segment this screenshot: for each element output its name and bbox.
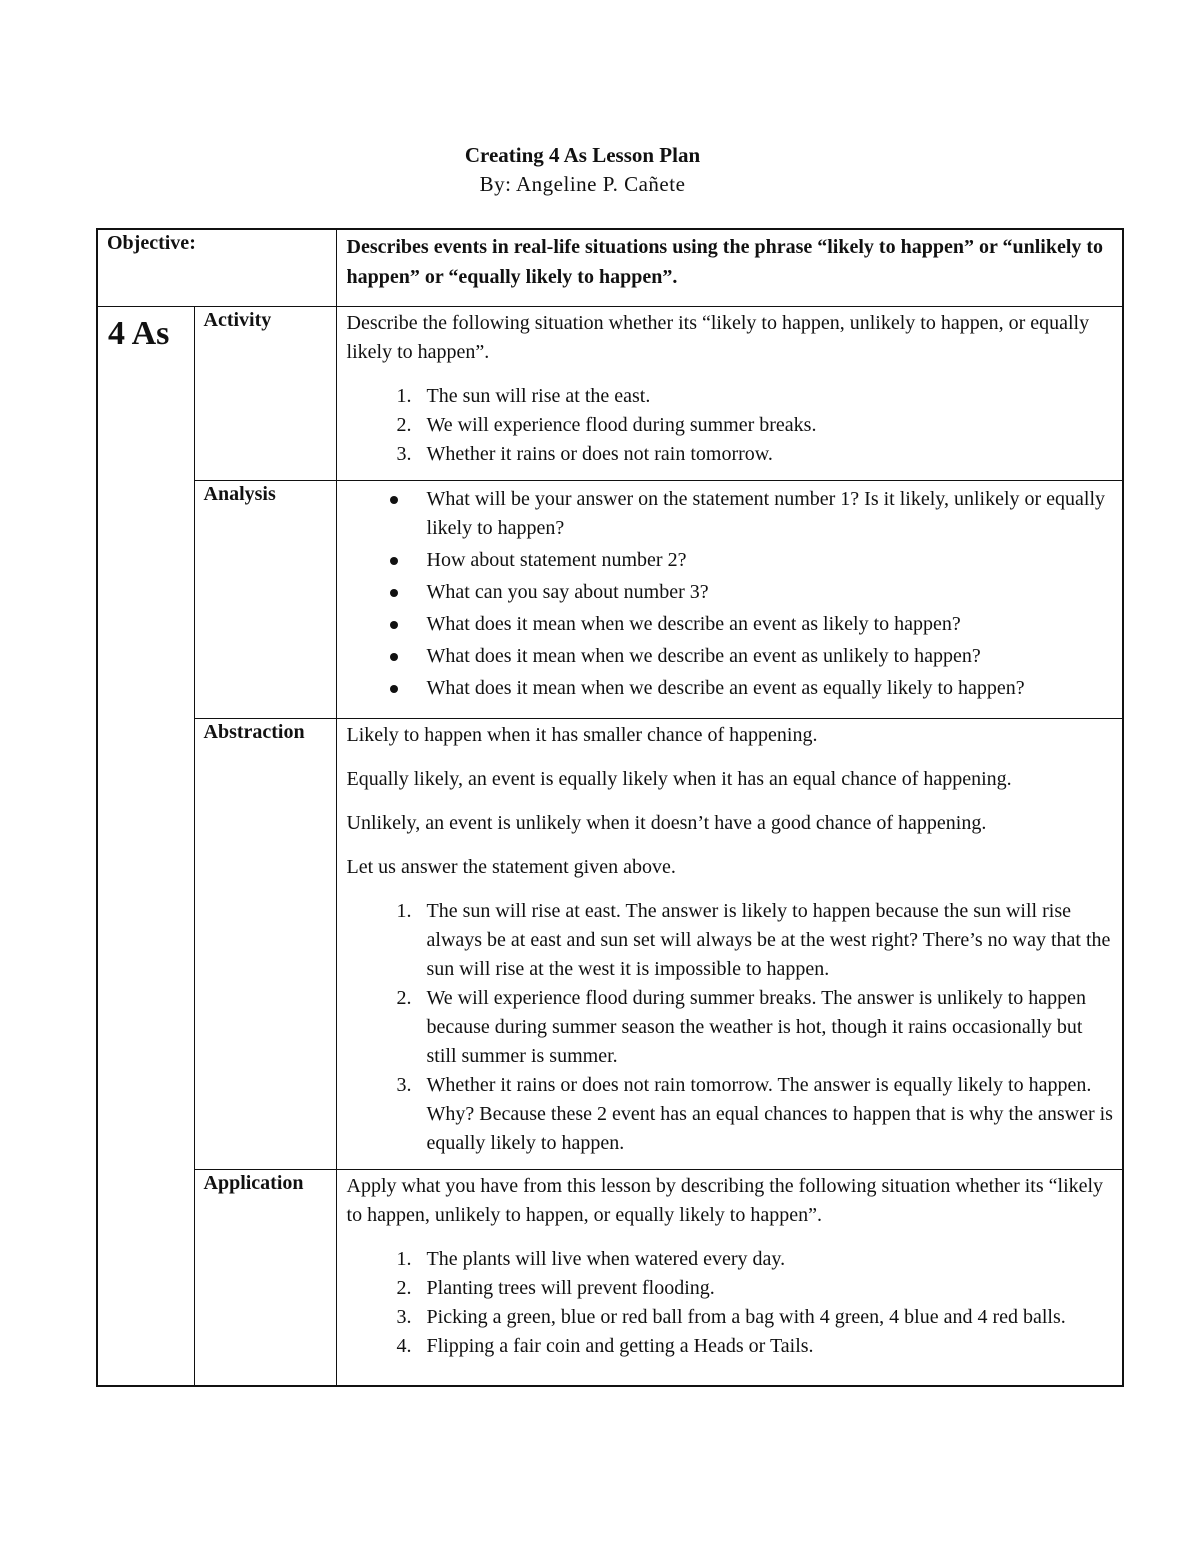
activity-intro: Describe the following situation whether its “likely to happen, unlikely to happen, or equally likely to happen”. <box>346 312 1090 363</box>
list-item: 1. The plants will live when watered every day. <box>417 1245 1115 1274</box>
objective-text-cell <box>336 229 1123 307</box>
application-label-cell <box>194 1170 336 1386</box>
application-content-cell <box>336 1170 1123 1386</box>
analysis-row <box>97 481 1123 719</box>
list-item: 1. The sun will rise at east. The answer is likely to happen because the sun will rise always be at east and sun set will always be at the west right? There’s no way that the sun will rise at the west it is impossible to happen. <box>417 897 1115 984</box>
four-as-label: 4 As <box>108 315 170 352</box>
abstraction-paragraph: Equally likely, an event is equally likely when it has an equal chance of happening. <box>346 768 1012 790</box>
author-line: By: Angeline P. Cañete <box>479 172 686 196</box>
list-item: What can you say about number 3? <box>417 578 1115 607</box>
analysis-list <box>347 485 1115 703</box>
abstraction-list <box>347 897 1115 1158</box>
application-row <box>97 1170 1123 1386</box>
bullet-icon <box>390 589 398 597</box>
bullet-icon <box>390 557 398 565</box>
four-as-cell <box>97 307 194 1386</box>
abstraction-paragraph: Let us answer the statement given above. <box>346 856 676 878</box>
objective-text: Describes events in real-life situations using the phrase “likely to happen” or “unlikely to happen” or “equally likely to happen”. <box>346 236 1104 288</box>
analysis-content-cell <box>336 481 1123 719</box>
list-item: 3. Picking a green, blue or red ball from a bag with 4 green, 4 blue and 4 red balls. <box>417 1303 1115 1332</box>
list-item: 2. Planting trees will prevent flooding. <box>417 1274 1115 1303</box>
list-item: 2. We will experience flood during summer breaks. <box>417 411 1115 440</box>
list-item: 4. Flipping a fair coin and getting a Heads or Tails. <box>417 1332 1115 1361</box>
abstraction-content-cell <box>336 719 1123 1170</box>
application-intro: Apply what you have from this lesson by describing the following situation whether its “likely to happen, unlikely to happen, or equally likely to happen”. <box>346 1175 1104 1226</box>
list-item: 2. We will experience flood during summer breaks. The answer is unlikely to happen because during summer season the weather is hot, though it rains occasionally but still summer is summer. <box>417 984 1115 1071</box>
list-item: 3. Whether it rains or does not rain tomorrow. <box>417 440 1115 469</box>
bullet-icon <box>390 685 398 693</box>
application-label: Application <box>203 1172 304 1194</box>
list-item: What does it mean when we describe an event as equally likely to happen? <box>417 674 1115 703</box>
objective-row <box>97 229 1123 307</box>
list-item: 1. The sun will rise at the east. <box>417 382 1115 411</box>
activity-list <box>347 382 1115 469</box>
list-item: What does it mean when we describe an event as unlikely to happen? <box>417 642 1115 671</box>
abstraction-paragraph: Likely to happen when it has smaller chance of happening. <box>346 724 818 746</box>
bullet-icon <box>390 496 398 504</box>
list-item: 3. Whether it rains or does not rain tomorrow. The answer is equally likely to happen. Why? Because these 2 event has an equal chances to happen that is why the answer is equally likely to happen. <box>417 1071 1115 1158</box>
lesson-plan-table <box>96 228 1124 1387</box>
bullet-icon <box>390 653 398 661</box>
abstraction-paragraph: Unlikely, an event is unlikely when it doesn’t have a good chance of happening. <box>346 812 987 834</box>
activity-label-cell <box>194 307 336 481</box>
list-item: What will be your answer on the statement number 1? Is it likely, unlikely or equally likely to happen? <box>417 485 1115 543</box>
abstraction-label-cell <box>194 719 336 1170</box>
objective-label-cell <box>97 229 336 307</box>
objective-label: Objective: <box>107 232 196 254</box>
page-title: Creating 4 As Lesson Plan <box>464 143 701 167</box>
analysis-label-cell <box>194 481 336 719</box>
abstraction-label: Abstraction <box>203 721 305 743</box>
list-item: How about statement number 2? <box>417 546 1115 575</box>
abstraction-row <box>97 719 1123 1170</box>
analysis-label: Analysis <box>203 483 276 505</box>
activity-label: Activity <box>203 309 272 331</box>
application-list <box>347 1245 1115 1361</box>
bullet-icon <box>390 621 398 629</box>
list-item: What does it mean when we describe an event as likely to happen? <box>417 610 1115 639</box>
activity-row <box>97 307 1123 481</box>
activity-content-cell <box>336 307 1123 481</box>
